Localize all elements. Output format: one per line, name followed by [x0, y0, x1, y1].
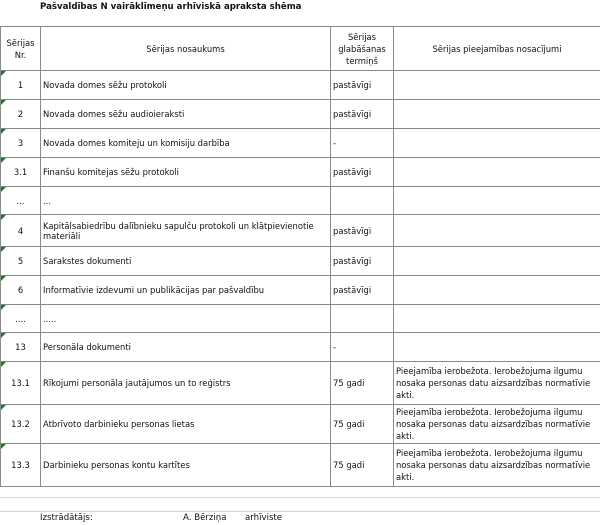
- series-name-text: Sarakstes dokumenti: [43, 256, 132, 266]
- series-table: [0, 26, 600, 487]
- series-name-text: Rīkojumi personāla jautājumos un to reģistrs: [43, 378, 231, 388]
- series-nr-text: 6: [17, 285, 24, 295]
- header-row: [1, 27, 600, 71]
- table-row: [1, 405, 600, 444]
- access-conditions-cell[interactable]: [394, 247, 600, 276]
- access-conditions-cell[interactable]: [394, 158, 600, 187]
- access-conditions-cell[interactable]: [394, 333, 600, 362]
- series-name-cell[interactable]: [41, 305, 331, 333]
- table-row: [1, 187, 600, 215]
- series-nr-cell[interactable]: [1, 444, 41, 487]
- comment-marker-icon: [1, 100, 6, 105]
- series-name-cell[interactable]: [41, 71, 331, 100]
- series-name-text: ...: [43, 195, 51, 206]
- series-name-cell[interactable]: [41, 405, 331, 444]
- series-nr-text: 2: [17, 109, 24, 119]
- comment-marker-icon: [1, 247, 6, 252]
- retention-term-text: 75 gadi: [333, 419, 365, 429]
- comment-marker-icon: [1, 305, 6, 310]
- access-conditions-cell[interactable]: [394, 187, 600, 215]
- series-name-cell[interactable]: [41, 129, 331, 158]
- table-row: [1, 362, 600, 405]
- series-nr-cell[interactable]: [1, 333, 41, 362]
- comment-marker-icon: [1, 444, 6, 449]
- series-nr-text: 13.3: [11, 460, 30, 470]
- access-conditions-cell[interactable]: [394, 215, 600, 247]
- retention-term-cell[interactable]: [331, 444, 394, 487]
- series-name-cell[interactable]: [41, 276, 331, 305]
- series-nr-text: 13: [15, 342, 26, 352]
- access-conditions-cell[interactable]: [394, 129, 600, 158]
- retention-term-cell[interactable]: [331, 247, 394, 276]
- access-conditions-cell[interactable]: [394, 405, 600, 444]
- comment-marker-icon: [1, 276, 6, 281]
- series-nr-cell[interactable]: [1, 305, 41, 333]
- series-name-cell[interactable]: [41, 100, 331, 129]
- table-row: [1, 158, 600, 187]
- table-row: [1, 100, 600, 129]
- retention-term-text: -: [333, 342, 337, 352]
- table-row: [1, 305, 600, 333]
- grid-line: [0, 511, 600, 512]
- retention-term-text: pastāvīgi: [333, 285, 372, 295]
- table-row: [1, 129, 600, 158]
- series-nr-cell[interactable]: [1, 215, 41, 247]
- table-row: [1, 71, 600, 100]
- footer-role: arhīviste: [245, 513, 283, 523]
- retention-term-cell[interactable]: [331, 100, 394, 129]
- retention-term-cell[interactable]: [331, 305, 394, 333]
- table-row: [1, 276, 600, 305]
- series-nr-text: ....: [15, 313, 26, 324]
- series-name-text: Finanšu komitejas sēžu protokoli: [43, 167, 180, 177]
- header-series-nr[interactable]: Sērijas Nr.: [1, 27, 41, 71]
- series-name-text: Atbrīvoto darbinieku personas lietas: [43, 419, 195, 429]
- series-nr-cell[interactable]: [1, 100, 41, 129]
- series-name-cell[interactable]: [41, 444, 331, 487]
- series-nr-text: 13.1: [11, 378, 30, 388]
- access-conditions-cell[interactable]: [394, 305, 600, 333]
- comment-marker-icon: [1, 362, 6, 367]
- series-name-cell[interactable]: [41, 215, 331, 247]
- series-nr-text: 3.1: [13, 167, 28, 177]
- series-nr-text: 4: [17, 225, 24, 236]
- retention-term-text: 75 gadi: [333, 460, 365, 470]
- series-nr-text: 5: [17, 256, 24, 266]
- comment-marker-icon: [1, 158, 6, 163]
- access-conditions-text: Pieejamība ierobežota. Ierobežojuma ilgumu nosaka personas datu aizsardzības normatīvie akti.: [396, 366, 591, 400]
- retention-term-cell[interactable]: [331, 187, 394, 215]
- series-nr-cell[interactable]: [1, 187, 41, 215]
- series-nr-cell[interactable]: [1, 362, 41, 405]
- retention-term-text: pastāvīgi: [333, 225, 372, 236]
- header-access-conditions[interactable]: Sērijas pieejamības nosacījumi: [394, 27, 600, 71]
- table-row: [1, 444, 600, 487]
- retention-term-cell[interactable]: [331, 215, 394, 247]
- comment-marker-icon: [1, 405, 6, 410]
- series-name-text: Darbinieku personas kontu kartītes: [43, 460, 190, 470]
- retention-term-text: pastāvīgi: [333, 109, 372, 119]
- grid-line: [0, 497, 600, 498]
- access-conditions-cell[interactable]: [394, 71, 600, 100]
- retention-term-cell[interactable]: [331, 333, 394, 362]
- series-name-text: Informatīvie izdevumi un publikācijas par pašvaldību: [43, 285, 265, 295]
- series-nr-text: 13.2: [11, 419, 30, 429]
- retention-term-cell[interactable]: [331, 276, 394, 305]
- series-name-text: Kapitālsabiedrību dalībnieku sapulču protokoli un klātpievienotie materiāli: [43, 220, 314, 241]
- footer-person: A. Bērziņa: [183, 513, 227, 523]
- comment-marker-icon: [1, 71, 6, 76]
- table-row: [1, 333, 600, 362]
- series-nr-text: 3: [17, 138, 24, 148]
- series-name-text: Novada domes sēžu audioieraksti: [43, 109, 185, 119]
- series-name-text: Novada domes komiteju un komisiju darbība: [43, 138, 230, 148]
- retention-term-text: 75 gadi: [333, 378, 365, 388]
- access-conditions-text: Pieejamība ierobežota. Ierobežojuma ilgumu nosaka personas datu aizsardzības normatīvie akti.: [396, 407, 591, 441]
- table-row: [1, 247, 600, 276]
- comment-marker-icon: [1, 129, 6, 134]
- retention-term-cell[interactable]: [331, 405, 394, 444]
- series-name-cell[interactable]: [41, 362, 331, 405]
- access-conditions-cell[interactable]: [394, 100, 600, 129]
- series-nr-text: 1: [17, 80, 24, 90]
- series-name-text: .....: [43, 313, 57, 324]
- access-conditions-text: Pieejamība ierobežota. Ierobežojuma ilgumu nosaka personas datu aizsardzības normatīvie akti.: [396, 448, 591, 482]
- retention-term-cell[interactable]: [331, 129, 394, 158]
- retention-term-cell[interactable]: [331, 158, 394, 187]
- comment-marker-icon: [1, 215, 6, 220]
- series-nr-cell[interactable]: [1, 129, 41, 158]
- series-name-cell[interactable]: [41, 158, 331, 187]
- series-nr-cell[interactable]: [1, 276, 41, 305]
- retention-term-text: -: [333, 138, 337, 148]
- access-conditions-cell[interactable]: [394, 276, 600, 305]
- retention-term-text: pastāvīgi: [333, 80, 372, 90]
- retention-term-text: pastāvīgi: [333, 256, 372, 266]
- retention-term-text: pastāvīgi: [333, 167, 372, 177]
- comment-marker-icon: [1, 333, 6, 338]
- retention-term-cell[interactable]: [331, 71, 394, 100]
- header-series-name[interactable]: Sērijas nosaukums: [41, 27, 331, 71]
- series-nr-cell[interactable]: [1, 71, 41, 100]
- series-nr-cell[interactable]: [1, 247, 41, 276]
- access-conditions-cell[interactable]: [394, 362, 600, 405]
- series-nr-text: ...: [16, 195, 25, 206]
- series-name-cell[interactable]: [41, 187, 331, 215]
- series-name-text: Novada domes sēžu protokoli: [43, 80, 167, 90]
- series-name-cell[interactable]: [41, 333, 331, 362]
- series-nr-cell[interactable]: [1, 405, 41, 444]
- retention-term-cell[interactable]: [331, 362, 394, 405]
- header-retention-term[interactable]: Sērijas glabāšanas termiņš: [331, 27, 394, 71]
- sheet-title: Pašvaldības N vairāklīmeņu arhīviskā apraksta shēma: [40, 2, 302, 12]
- series-name-text: Personāla dokumenti: [43, 342, 131, 352]
- series-name-cell[interactable]: [41, 247, 331, 276]
- footer-label: Izstrādātājs:: [40, 513, 93, 523]
- series-nr-cell[interactable]: [1, 158, 41, 187]
- access-conditions-cell[interactable]: [394, 444, 600, 487]
- comment-marker-icon: [1, 187, 6, 192]
- table-row: [1, 215, 600, 247]
